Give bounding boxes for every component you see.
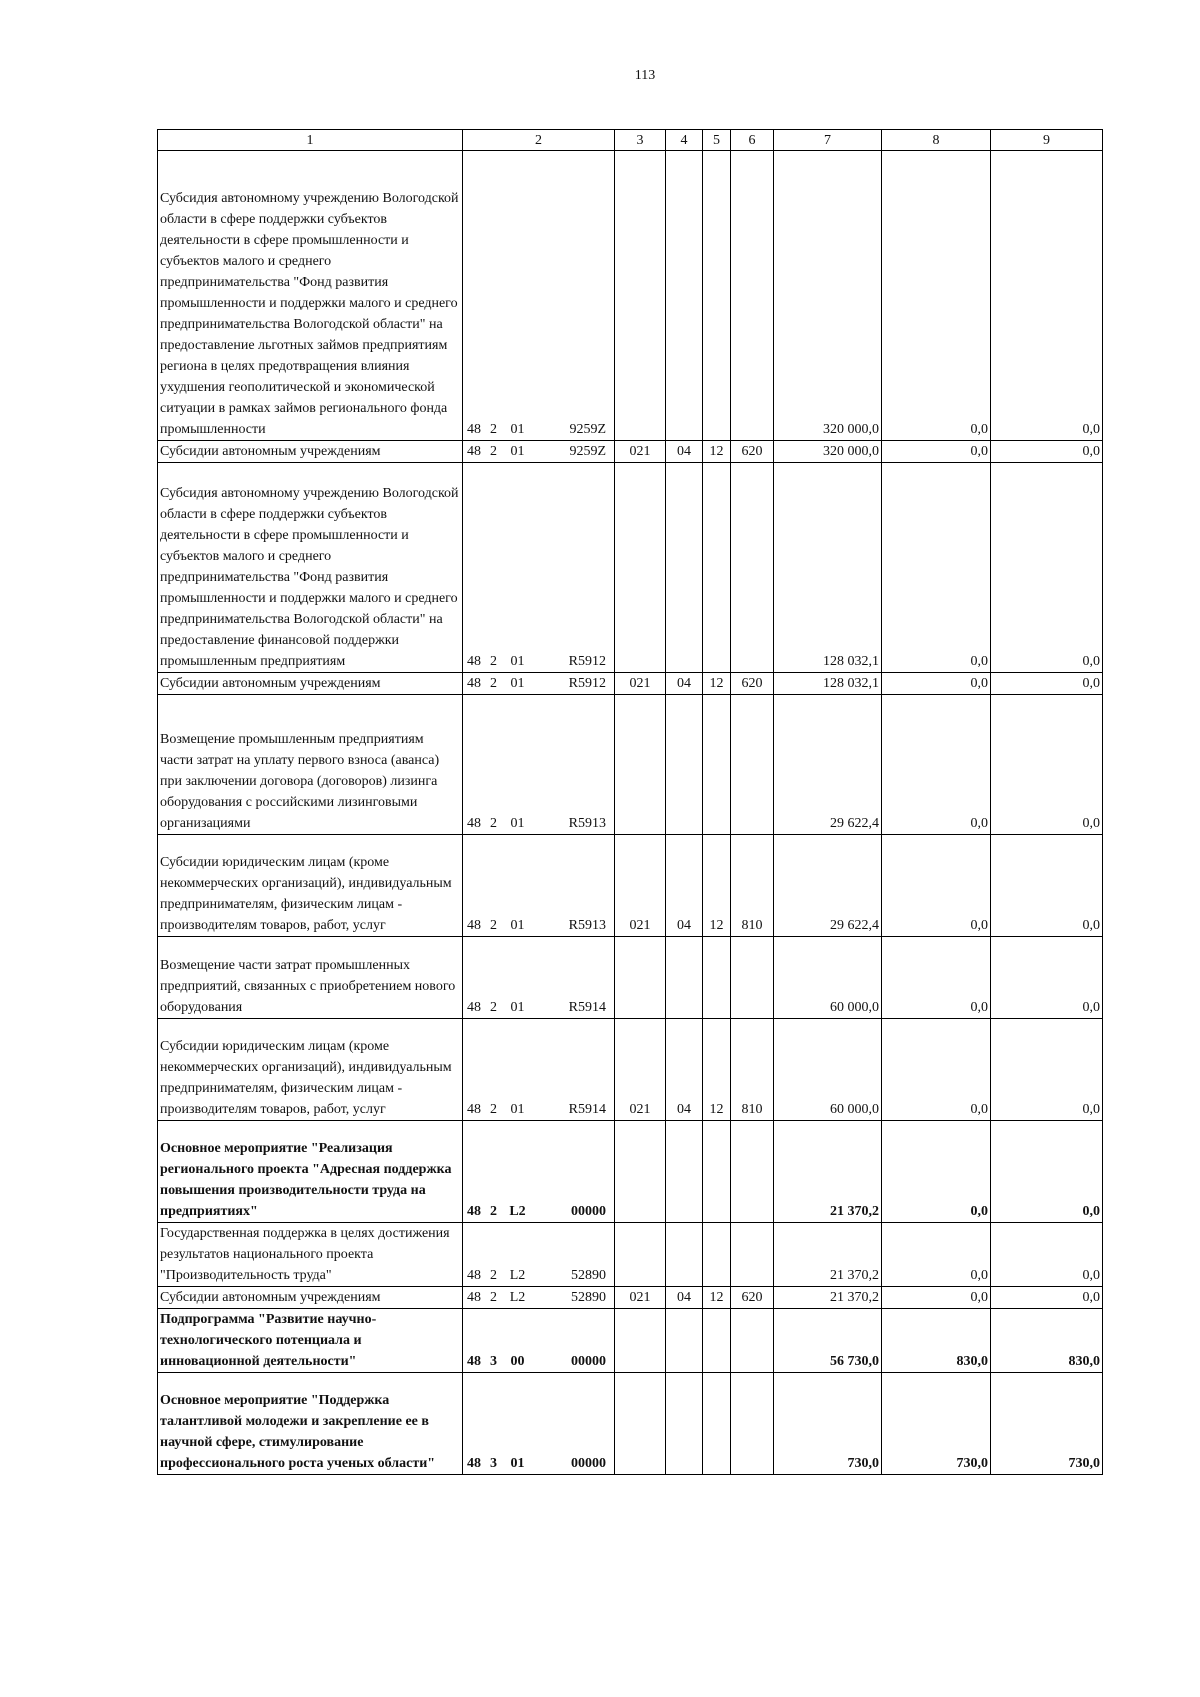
col-7: 56 730,0 <box>774 1309 882 1373</box>
col-5 <box>703 937 731 1019</box>
code-part-4: R5914 <box>533 937 615 1019</box>
col-6: 620 <box>731 441 774 463</box>
row-name: Возмещение части затрат промышленных предприятий, связанных с приобретением нового оборудования <box>158 937 463 1019</box>
col-7: 320 000,0 <box>774 441 882 463</box>
code-part-1: 48 <box>463 1373 485 1475</box>
code-part-3: L2 <box>503 1287 533 1309</box>
code-part-1: 48 <box>463 151 485 441</box>
code-part-3: 01 <box>503 835 533 937</box>
col-5 <box>703 151 731 441</box>
col-6: 620 <box>731 673 774 695</box>
code-part-4: 9259Z <box>533 441 615 463</box>
page-number: 113 <box>634 68 656 83</box>
column-number: 3 <box>615 130 666 151</box>
code-part-4: R5913 <box>533 695 615 835</box>
col-7: 60 000,0 <box>774 1019 882 1121</box>
col-3: 021 <box>615 673 666 695</box>
col-9: 0,0 <box>991 673 1103 695</box>
column-number-row <box>158 130 1103 151</box>
code-part-4: 52890 <box>533 1223 615 1287</box>
col-6 <box>731 1223 774 1287</box>
code-part-3: 01 <box>503 1373 533 1475</box>
col-6 <box>731 463 774 673</box>
col-8: 0,0 <box>882 441 991 463</box>
table-row <box>158 835 1103 937</box>
col-9: 0,0 <box>991 835 1103 937</box>
col-6: 620 <box>731 1287 774 1309</box>
col-8: 0,0 <box>882 937 991 1019</box>
code-part-1: 48 <box>463 1223 485 1287</box>
col-6 <box>731 151 774 441</box>
col-4 <box>666 1309 703 1373</box>
code-part-1: 48 <box>463 1287 485 1309</box>
col-9: 0,0 <box>991 1019 1103 1121</box>
code-part-2: 2 <box>485 1287 503 1309</box>
table-row <box>158 1223 1103 1287</box>
col-3: 021 <box>615 835 666 937</box>
code-part-3: 01 <box>503 673 533 695</box>
column-number: 7 <box>774 130 882 151</box>
col-3: 021 <box>615 441 666 463</box>
col-3 <box>615 1121 666 1223</box>
col-6 <box>731 937 774 1019</box>
col-4 <box>666 1373 703 1475</box>
code-part-3: 01 <box>503 937 533 1019</box>
code-part-4: 00000 <box>533 1373 615 1475</box>
col-5: 12 <box>703 441 731 463</box>
col-9: 0,0 <box>991 1121 1103 1223</box>
table-row <box>158 463 1103 673</box>
row-name: Субсидия автономному учреждению Вологодской области в сфере поддержки субъектов деятельности в сфере промышленности и субъектов малого и среднего предпринимательства "Фонд развития промышленности и поддержки малого и среднего предпринимательства Вологодской области" на предоставление льготных займов предприятиям региона в целях предотвращения влияния ухудшения геополитической и экономической ситуации в рамках займов регионального фонда промышленности <box>158 151 463 441</box>
col-3 <box>615 463 666 673</box>
code-part-4: 00000 <box>533 1121 615 1223</box>
col-8: 0,0 <box>882 835 991 937</box>
col-8: 0,0 <box>882 673 991 695</box>
col-9: 0,0 <box>991 937 1103 1019</box>
col-9: 0,0 <box>991 463 1103 673</box>
code-part-4: 9259Z <box>533 151 615 441</box>
code-part-1: 48 <box>463 695 485 835</box>
col-4: 04 <box>666 673 703 695</box>
col-5 <box>703 1373 731 1475</box>
table-row <box>158 441 1103 463</box>
table-row <box>158 1019 1103 1121</box>
col-9: 0,0 <box>991 695 1103 835</box>
table-row <box>158 1287 1103 1309</box>
col-8: 730,0 <box>882 1373 991 1475</box>
code-part-1: 48 <box>463 1309 485 1373</box>
table-row <box>158 695 1103 835</box>
col-7: 21 370,2 <box>774 1121 882 1223</box>
col-4: 04 <box>666 835 703 937</box>
col-5 <box>703 695 731 835</box>
col-4 <box>666 463 703 673</box>
col-5: 12 <box>703 1019 731 1121</box>
code-part-2: 2 <box>485 673 503 695</box>
col-3 <box>615 1223 666 1287</box>
code-part-4: 52890 <box>533 1287 615 1309</box>
code-part-3: L2 <box>503 1121 533 1223</box>
col-8: 0,0 <box>882 695 991 835</box>
code-part-1: 48 <box>463 463 485 673</box>
col-9: 730,0 <box>991 1373 1103 1475</box>
budget-table <box>157 129 1103 1475</box>
col-8: 0,0 <box>882 151 991 441</box>
table-row <box>158 151 1103 441</box>
code-part-4: R5912 <box>533 673 615 695</box>
row-name: Субсидии юридическим лицам (кроме некоммерческих организаций), индивидуальным предпринимателям, физическим лицам - производителям товаров, работ, услуг <box>158 1019 463 1121</box>
col-5: 12 <box>703 673 731 695</box>
code-part-1: 48 <box>463 835 485 937</box>
row-name: Государственная поддержка в целях достижения результатов национального проекта "Производительность труда" <box>158 1223 463 1287</box>
col-9: 0,0 <box>991 151 1103 441</box>
row-name: Субсидия автономному учреждению Вологодской области в сфере поддержки субъектов деятельности в сфере промышленности и субъектов малого и среднего предпринимательства "Фонд развития промышленности и поддержки малого и среднего предпринимательства Вологодской области" на предоставление финансовой поддержки промышленным предприятиям <box>158 463 463 673</box>
col-8: 0,0 <box>882 1223 991 1287</box>
code-part-2: 3 <box>485 1309 503 1373</box>
col-7: 21 370,2 <box>774 1287 882 1309</box>
col-7: 29 622,4 <box>774 835 882 937</box>
col-3 <box>615 1309 666 1373</box>
code-part-2: 2 <box>485 1019 503 1121</box>
col-3 <box>615 1373 666 1475</box>
row-name: Субсидии автономным учреждениям <box>158 1287 463 1309</box>
col-6 <box>731 1121 774 1223</box>
row-name: Возмещение промышленным предприятиям части затрат на уплату первого взноса (аванса) при заключении договора (договоров) лизинга оборудования с российскими лизинговыми организациями <box>158 695 463 835</box>
code-part-4: 00000 <box>533 1309 615 1373</box>
col-4 <box>666 151 703 441</box>
col-7: 730,0 <box>774 1373 882 1475</box>
col-6: 810 <box>731 835 774 937</box>
col-4 <box>666 1223 703 1287</box>
code-part-1: 48 <box>463 441 485 463</box>
col-7: 21 370,2 <box>774 1223 882 1287</box>
col-3 <box>615 937 666 1019</box>
code-part-3: 00 <box>503 1309 533 1373</box>
code-part-1: 48 <box>463 937 485 1019</box>
col-7: 128 032,1 <box>774 673 882 695</box>
column-number: 5 <box>703 130 731 151</box>
code-part-3: 01 <box>503 441 533 463</box>
code-part-2: 2 <box>485 695 503 835</box>
col-6: 810 <box>731 1019 774 1121</box>
col-3: 021 <box>615 1019 666 1121</box>
table-row <box>158 1373 1103 1475</box>
col-7: 128 032,1 <box>774 463 882 673</box>
code-part-2: 2 <box>485 937 503 1019</box>
col-6 <box>731 695 774 835</box>
col-8: 0,0 <box>882 463 991 673</box>
col-5 <box>703 1223 731 1287</box>
code-part-2: 2 <box>485 463 503 673</box>
row-name: Субсидии юридическим лицам (кроме некоммерческих организаций), индивидуальным предпринимателям, физическим лицам - производителям товаров, работ, услуг <box>158 835 463 937</box>
code-part-1: 48 <box>463 1019 485 1121</box>
code-part-2: 2 <box>485 1121 503 1223</box>
code-part-2: 3 <box>485 1373 503 1475</box>
row-name: Субсидии автономным учреждениям <box>158 673 463 695</box>
code-part-4: R5912 <box>533 463 615 673</box>
col-4: 04 <box>666 1287 703 1309</box>
row-name: Основное мероприятие "Поддержка талантливой молодежи и закрепление ее в научной сфере, стимулирование профессионального роста ученых области" <box>158 1373 463 1475</box>
col-7: 29 622,4 <box>774 695 882 835</box>
col-6 <box>731 1309 774 1373</box>
code-part-3: 01 <box>503 151 533 441</box>
col-4 <box>666 1121 703 1223</box>
row-name: Основное мероприятие "Реализация регионального проекта "Адресная поддержка повышения производительности труда на предприятиях" <box>158 1121 463 1223</box>
col-5 <box>703 1309 731 1373</box>
code-part-3: 01 <box>503 695 533 835</box>
col-7: 60 000,0 <box>774 937 882 1019</box>
code-part-2: 2 <box>485 151 503 441</box>
col-4 <box>666 695 703 835</box>
code-part-2: 2 <box>485 1223 503 1287</box>
code-part-3: 01 <box>503 1019 533 1121</box>
col-4: 04 <box>666 441 703 463</box>
code-part-1: 48 <box>463 1121 485 1223</box>
col-7: 320 000,0 <box>774 151 882 441</box>
code-part-3: 01 <box>503 463 533 673</box>
column-number: 1 <box>158 130 463 151</box>
row-name: Субсидии автономным учреждениям <box>158 441 463 463</box>
row-name: Подпрограмма "Развитие научно-технологического потенциала и инновационной деятельности" <box>158 1309 463 1373</box>
col-3 <box>615 151 666 441</box>
col-9: 0,0 <box>991 1287 1103 1309</box>
col-5: 12 <box>703 835 731 937</box>
table-row <box>158 937 1103 1019</box>
code-part-4: R5914 <box>533 1019 615 1121</box>
col-3 <box>615 695 666 835</box>
col-8: 0,0 <box>882 1019 991 1121</box>
table-row <box>158 1309 1103 1373</box>
column-number: 6 <box>731 130 774 151</box>
col-4 <box>666 937 703 1019</box>
col-5: 12 <box>703 1287 731 1309</box>
code-part-1: 48 <box>463 673 485 695</box>
code-part-2: 2 <box>485 441 503 463</box>
table-row <box>158 1121 1103 1223</box>
col-5 <box>703 463 731 673</box>
code-part-3: L2 <box>503 1223 533 1287</box>
code-part-4: R5913 <box>533 835 615 937</box>
col-9: 0,0 <box>991 441 1103 463</box>
col-8: 0,0 <box>882 1287 991 1309</box>
code-part-2: 2 <box>485 835 503 937</box>
col-8: 0,0 <box>882 1121 991 1223</box>
col-9: 830,0 <box>991 1309 1103 1373</box>
col-6 <box>731 1373 774 1475</box>
col-3: 021 <box>615 1287 666 1309</box>
col-8: 830,0 <box>882 1309 991 1373</box>
column-number: 8 <box>882 130 991 151</box>
col-4: 04 <box>666 1019 703 1121</box>
col-5 <box>703 1121 731 1223</box>
column-number: 9 <box>991 130 1103 151</box>
col-9: 0,0 <box>991 1223 1103 1287</box>
table-row <box>158 673 1103 695</box>
column-number: 4 <box>666 130 703 151</box>
column-number: 2 <box>463 130 615 151</box>
